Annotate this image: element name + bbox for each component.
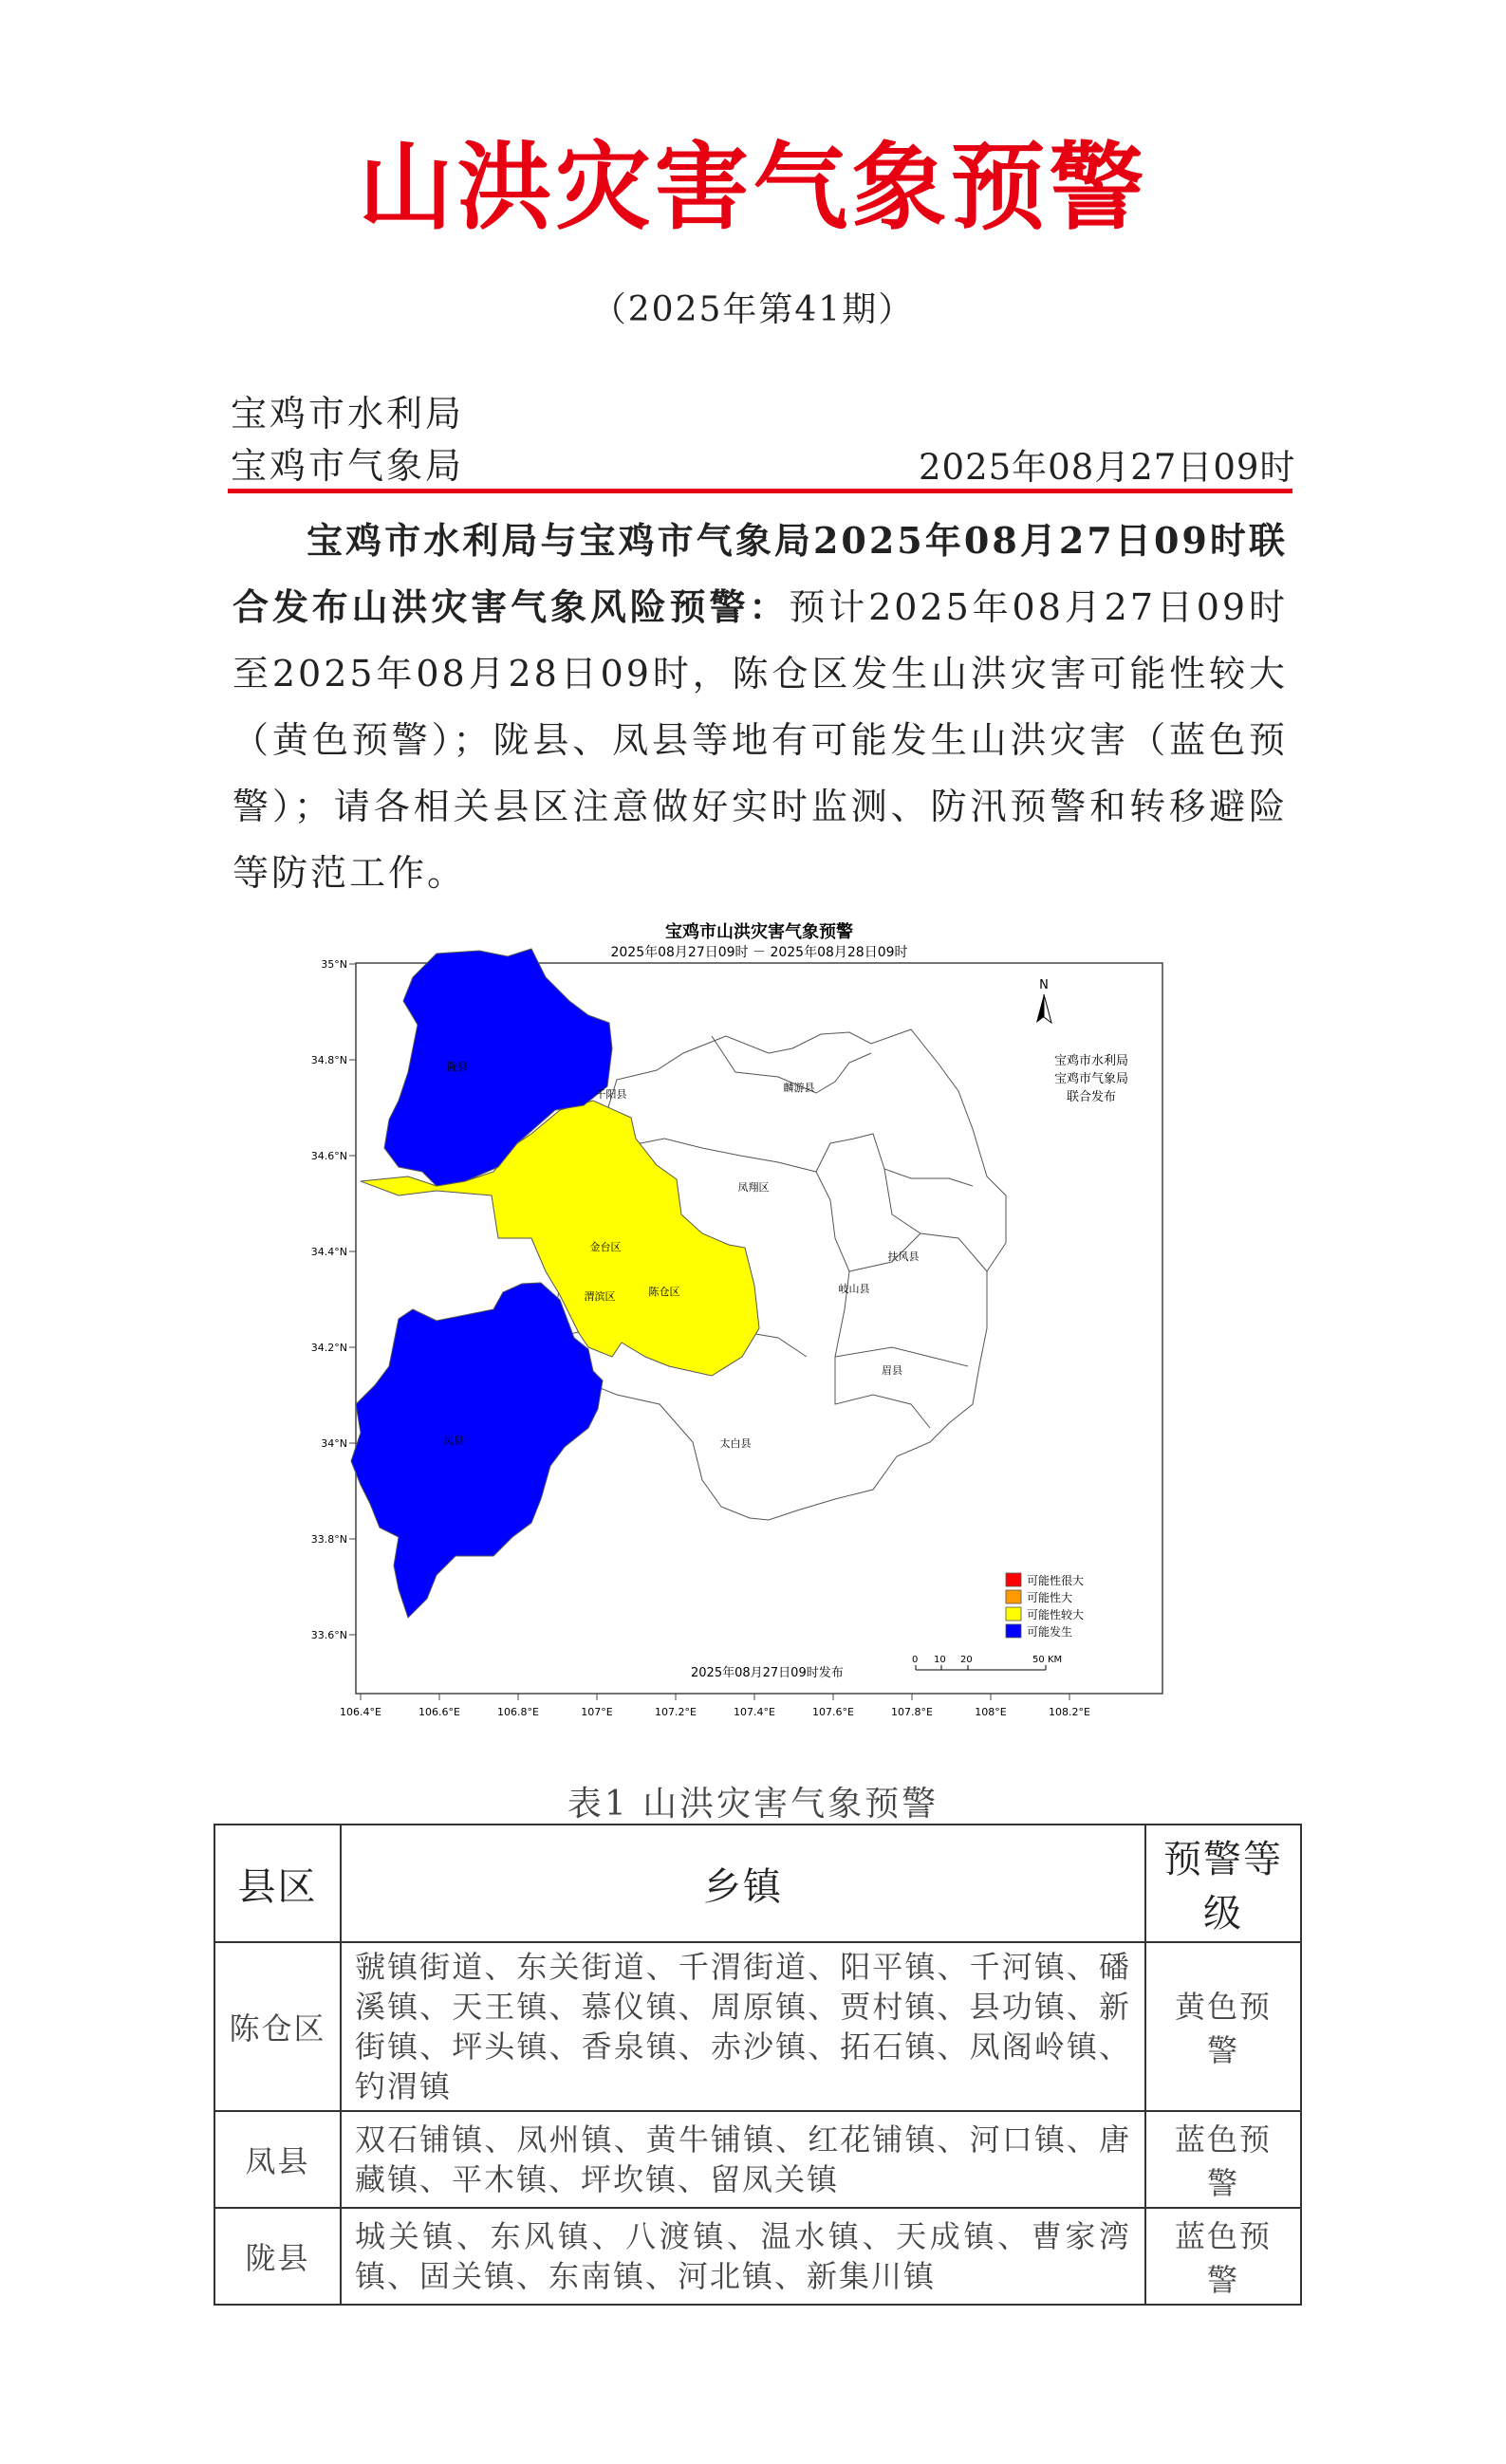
issue-number: （2025年第41期） — [591, 290, 915, 329]
lon-tick-label: 107.6°E — [812, 1706, 854, 1718]
row-towns: 虢镇街道、东关街道、千渭街道、阳平镇、千河镇、磻溪镇、天王镇、慕仪镇、周原镇、贾村镇、县功镇、新街镇、坪头镇、香泉镇、赤沙镇、拓石镇、凤阁岭镇、钓渭镇 — [341, 1942, 1145, 2111]
lat-tick-label: 33.8°N — [310, 1533, 347, 1546]
label-meixian: 眉县 — [882, 1364, 902, 1377]
label-weibin: 渭滨区 — [584, 1290, 616, 1303]
lon-tick-label: 107.2°E — [655, 1706, 697, 1718]
legend-label-very-high: 可能性很大 — [1027, 1574, 1085, 1587]
label-linyou: 麟游县 — [783, 1082, 815, 1094]
row-towns: 双石铺镇、凤州镇、黄牛铺镇、红花铺镇、河口镇、唐藏镇、平木镇、坪坎镇、留凤关镇 — [341, 2111, 1145, 2208]
lat-tick-label: 34°N — [321, 1437, 347, 1450]
scale-20: 20 — [960, 1655, 973, 1665]
lon-tick-label: 106.4°E — [340, 1706, 381, 1718]
lat-tick-label: 33.6°N — [310, 1629, 347, 1641]
scale-10: 10 — [934, 1655, 946, 1665]
legend-label-high: 可能性大 — [1027, 1591, 1073, 1604]
warning-paragraph — [232, 508, 1288, 906]
label-taibai: 太白县 — [719, 1437, 752, 1450]
label-longxian: 陇县 — [447, 1061, 468, 1073]
scale-50: 50 — [1032, 1655, 1045, 1665]
table-row — [214, 2208, 1301, 2305]
issuer-water-bureau: 宝鸡市水利局 — [231, 393, 465, 435]
legend-swatch-high — [1006, 1590, 1021, 1603]
issue-date: 2025年08月27日09时 — [919, 447, 1296, 488]
lat-tick-label: 34.6°N — [310, 1150, 347, 1162]
lat-tick-label: 34.2°N — [310, 1342, 347, 1354]
row-level: 黄色预警 — [1145, 1942, 1301, 2111]
label-fufeng: 扶风县 — [887, 1251, 920, 1263]
legend-label-possible: 可能发生 — [1027, 1625, 1073, 1639]
row-county: 凤县 — [214, 2111, 341, 2208]
map-subtitle: 2025年08月27日09时 － 2025年08月28日09时 — [610, 945, 908, 960]
lon-tick-label: 107.8°E — [891, 1706, 933, 1718]
label-fengxian: 凤县 — [443, 1435, 464, 1447]
map-title: 宝鸡市山洪灾害气象预警 — [665, 922, 853, 942]
row-county: 陇县 — [214, 2208, 341, 2305]
legend-swatch-relatively-high — [1006, 1607, 1021, 1621]
header-county: 县区 — [214, 1825, 341, 1942]
north-label: N — [1039, 978, 1049, 992]
lat-tick-label: 34.4°N — [310, 1246, 347, 1258]
label-chencang: 陈仓区 — [648, 1286, 680, 1298]
label-jintai: 金台区 — [589, 1241, 622, 1253]
document-title: 山洪灾害气象预警 — [358, 132, 1148, 243]
warning-map — [304, 911, 1215, 1746]
release-stamp: 2025年08月27日09时发布 — [691, 1666, 844, 1680]
header-level: 预警等级 — [1145, 1825, 1301, 1942]
red-divider — [228, 489, 1292, 493]
lat-tick-label: 35°N — [321, 958, 347, 971]
legend-swatch-very-high — [1006, 1573, 1021, 1586]
label-fengxiang: 凤翔区 — [737, 1181, 770, 1194]
lon-tick-label: 106.8°E — [497, 1706, 539, 1718]
issuer-meteorological-bureau: 宝鸡市气象局 — [231, 445, 465, 487]
scale-unit: KM — [1048, 1655, 1063, 1665]
legend-swatch-possible — [1006, 1624, 1021, 1638]
row-county: 陈仓区 — [214, 1942, 341, 2111]
legend-label-relatively-high: 可能性较大 — [1027, 1608, 1085, 1621]
header-towns: 乡镇 — [341, 1825, 1145, 1942]
lon-tick-label: 107°E — [581, 1706, 613, 1718]
table-header-row — [214, 1825, 1301, 1942]
label-qishan: 岐山县 — [838, 1283, 870, 1295]
lon-tick-label: 108°E — [975, 1706, 1007, 1718]
warning-table — [214, 1824, 1302, 2306]
row-towns: 城关镇、东风镇、八渡镇、温水镇、天成镇、曹家湾镇、固关镇、东南镇、河北镇、新集川镇 — [341, 2208, 1145, 2305]
row-level: 蓝色预警 — [1145, 2111, 1301, 2208]
lon-tick-label: 107.4°E — [734, 1706, 775, 1718]
table-caption: 表1 山洪灾害气象预警 — [567, 1785, 939, 1824]
publisher-line-1: 宝鸡市水利局 — [1053, 1054, 1129, 1068]
paragraph-text: 预计2025年08月27日09时至2025年08月28日09时，陈仓区发生山洪灾害可能性较大（黄色预警）；陇县、凤县等地有可能发生山洪灾害（蓝色预警）；请各相关县区注意做好实时监测、防汛预警和转移避险等防范工作。 — [232, 586, 1288, 894]
scale-0: 0 — [912, 1655, 919, 1665]
label-qianyang: 千阳县 — [595, 1088, 627, 1101]
table-row — [214, 1942, 1301, 2111]
lon-tick-label: 106.6°E — [418, 1706, 460, 1718]
lon-tick-label: 108.2°E — [1049, 1706, 1090, 1718]
lat-tick-label: 34.8°N — [310, 1054, 347, 1066]
paragraph-bold-intro: 宝鸡市水利局与宝鸡市气象局2025年08月27日09时联合发布山洪灾害气象风险预警： — [232, 519, 1288, 628]
publisher-line-2: 宝鸡市气象局 — [1053, 1072, 1129, 1086]
table-row — [214, 2111, 1301, 2208]
publisher-line-3: 联合发布 — [1066, 1090, 1117, 1104]
row-level: 蓝色预警 — [1145, 2208, 1301, 2305]
